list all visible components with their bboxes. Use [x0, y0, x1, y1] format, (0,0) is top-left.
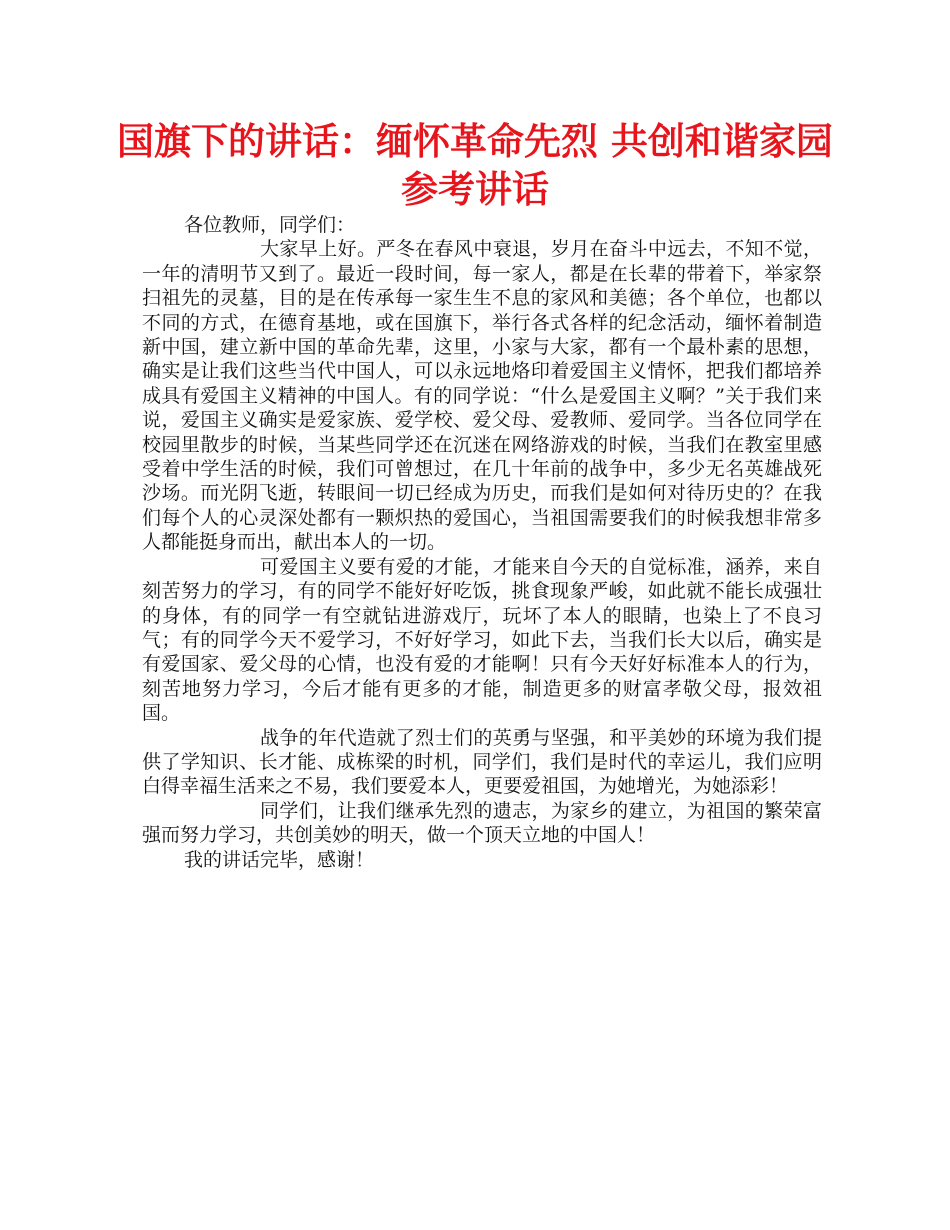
paragraph-2: 可爱国主义要有爱的才能，才能来自今天的自觉标准，涵养，来自刻苦努力的学习，有的同学不能好好吃饭，挑食现象严峻，如此就不能长成强壮的身体，有的同学一有空就钻进游戏厅，玩坏了本人的眼睛，也染上了不良习气；有的同学今天不爱学习，不好好学习，如此下去，当我们长大以后，确实是有爱国家、爱父母的心情，也没有爱的才能啊！只有今天好好标准本人的行为，刻苦地努力学习，今后才能有更多的才能，制造更多的财富孝敬父母，报效祖国。 — [142, 555, 822, 725]
paragraph-4: 同学们，让我们继承先烈的遗志，为家乡的建立，为祖国的繁荣富强而努力学习，共创美妙的明天，做一个顶天立地的中国人！ — [142, 799, 822, 847]
document-body — [142, 213, 822, 872]
paragraph-3: 战争的年代造就了烈士们的英勇与坚强，和平美妙的环境为我们提供了学知识、长才能、成栋梁的时机，同学们，我们是时代的幸运儿，我们应明白得幸福生活来之不易，我们要爱本人，更要爱祖国，为她增光，为她添彩！ — [142, 726, 822, 798]
paragraph-1: 大家早上好。严冬在春风中衰退，岁月在奋斗中远去，不知不觉，一年的清明节又到了。最近一段时间，每一家人，都是在长辈的带着下，举家祭扫祖先的灵墓，目的是在传承每一家生生不息的家风和美德；各个单位，也都以不同的方式，在德育基地，或在国旗下，举行各式各样的纪念活动，缅怀着制造新中国，建立新中国的革命先辈，这里，小家与大家，都有一个最朴素的思想，确实是让我们这些当代中国人，可以永远地烙印着爱国主义情怀，把我们都培养成具有爱国主义精神的中国人。有的同学说：“什么是爱国主义啊？”关于我们来说，爱国主义确实是爱家族、爱学校、爱父母、爱教师、爱同学。当各位同学在校园里散步的时候，当某些同学还在沉迷在网络游戏的时候，当我们在教室里感受着中学生活的时候，我们可曾想过，在几十年前的战争中，多少无名英雄战死沙场。而光阴飞逝，转眼间一切已经成为历史，而我们是如何对待历史的？在我们每个人的心灵深处都有一颗炽热的爱国心，当祖国需要我们的时候我想非常多人都能挺身而出，献出本人的一切。 — [142, 238, 822, 554]
document-title: 国旗下的讲话：缅怀革命先烈 共创和谐家园参考讲话 — [117, 120, 833, 211]
closing-line: 我的讲话完毕，感谢！ — [184, 848, 375, 871]
salutation: 各位教师，同学们： — [184, 214, 356, 236]
